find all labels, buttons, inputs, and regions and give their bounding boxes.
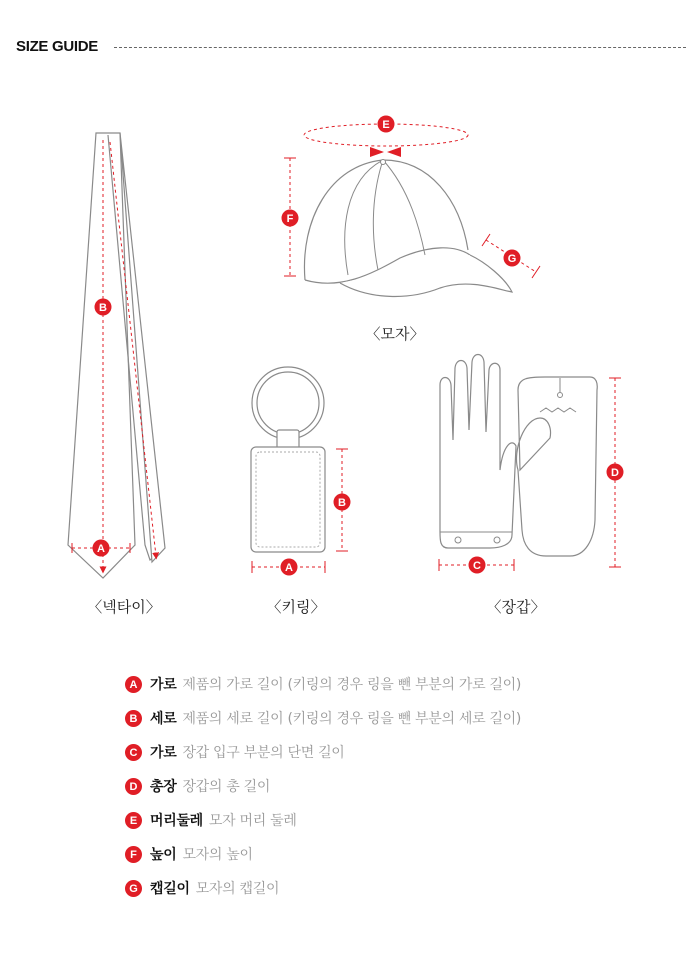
marker-D-glove (607, 464, 624, 481)
keyring-illustration (251, 367, 348, 573)
legend-list (125, 674, 521, 912)
legend-item (125, 810, 521, 844)
svg-text:B: B (338, 497, 346, 509)
gloves-illustration (439, 355, 621, 572)
legend-description: 모자의 캡길이 (195, 881, 280, 897)
marker-B-keyring (334, 494, 351, 511)
badge-g: G (125, 880, 142, 897)
caption-keyring: 〈키링〉 (266, 598, 326, 616)
badge-c: C (125, 744, 142, 761)
marker-E-cap (378, 116, 395, 133)
legend-term: 높이 (150, 847, 177, 863)
cap-illustration (284, 124, 540, 296)
legend-item (125, 708, 521, 742)
marker-G-cap (504, 250, 521, 267)
legend-item (125, 742, 521, 776)
legend-term: 가로 (150, 745, 177, 761)
legend-term: 캡길이 (150, 881, 190, 897)
badge-e: E (125, 812, 142, 829)
legend-term: 머리둘레 (150, 813, 203, 829)
badge-b: B (125, 710, 142, 727)
legend-item (125, 674, 521, 708)
marker-C-glove (469, 557, 486, 574)
legend-item (125, 844, 521, 878)
legend-item (125, 878, 521, 912)
legend-item (125, 776, 521, 810)
svg-text:E: E (382, 119, 390, 131)
marker-A-keyring (281, 559, 298, 576)
svg-text:F: F (286, 213, 294, 225)
legend-description: 장갑 입구 부분의 단면 길이 (182, 745, 345, 761)
marker-F-cap (282, 210, 299, 227)
legend-term: 세로 (150, 711, 177, 727)
marker-B-tie (95, 299, 112, 316)
legend-description: 제품의 가로 길이 (키링의 경우 링을 뺀 부분의 가로 길이) (182, 677, 522, 693)
badge-a: A (125, 676, 142, 693)
svg-text:A: A (97, 543, 105, 555)
caption-necktie: 〈넥타이〉 (87, 598, 161, 616)
necktie-illustration (68, 133, 165, 578)
caption-cap: 〈모자〉 (365, 325, 425, 343)
svg-text:C: C (473, 560, 481, 572)
legend-term: 총장 (150, 779, 177, 795)
legend-description: 모자의 높이 (182, 847, 253, 863)
marker-A-tie (93, 540, 110, 557)
caption-gloves: 〈장갑〉 (486, 598, 546, 616)
svg-text:B: B (99, 302, 107, 314)
page-title: SIZE GUIDE (16, 38, 99, 55)
badge-f: F (125, 846, 142, 863)
svg-text:G: G (507, 253, 517, 265)
legend-term: 가로 (150, 677, 177, 693)
legend-description: 장갑의 총 길이 (182, 779, 271, 795)
legend-description: 모자 머리 둘레 (208, 813, 297, 829)
badge-d: D (125, 778, 142, 795)
legend-description: 제품의 세로 길이 (키링의 경우 링을 뺀 부분의 세로 길이) (182, 711, 522, 727)
svg-text:D: D (611, 467, 619, 479)
svg-text:A: A (285, 562, 293, 574)
